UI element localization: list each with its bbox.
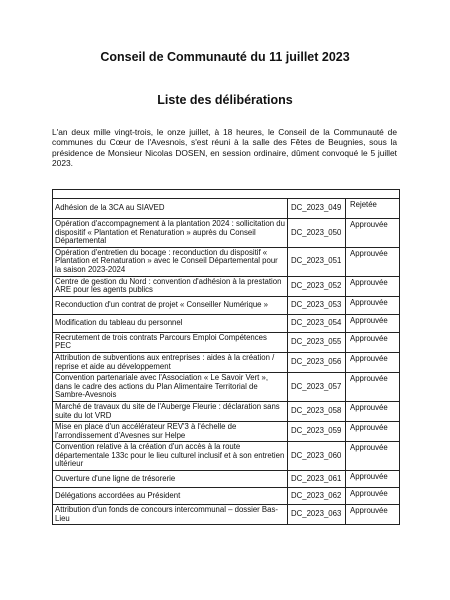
- deliberation-code: DC_2023_053: [288, 296, 346, 314]
- deliberation-object: Délégations accordées au Président: [53, 488, 288, 505]
- deliberation-code: DC_2023_049: [288, 199, 346, 219]
- deliberation-status: Approuvée: [346, 373, 400, 402]
- deliberation-object: Convention relative à la création d'un accès à la route départementale 133c pour le lieu culturel inclusif et à son entretien ultérieur: [53, 442, 288, 471]
- page-subtitle: Liste des délibérations: [157, 93, 293, 107]
- deliberation-object: Adhésion de la 3CA au SIAVED: [53, 199, 288, 219]
- deliberation-status: Approuvée: [346, 422, 400, 442]
- deliberation-object: Attribution d'un fonds de concours intercommunal – dossier Bas-Lieu: [53, 505, 288, 525]
- deliberation-object: Attribution de subventions aux entreprises : aides à la création / reprise et aide au développement: [53, 352, 288, 372]
- deliberation-object: Opération d'entretien du bocage : reconduction du dispositif « Plantation et Renaturation » avec le Conseil Départemental pour la saison 2023-2024: [53, 247, 288, 276]
- table-row: [53, 442, 400, 471]
- deliberation-status: Approuvée: [346, 296, 400, 314]
- deliberations-body: [53, 190, 400, 525]
- deliberation-status: Approuvée: [346, 219, 400, 248]
- table-row: [53, 219, 400, 248]
- deliberation-code: DC_2023_063: [288, 505, 346, 525]
- table-row: [53, 314, 400, 332]
- deliberation-status: Approuvée: [346, 276, 400, 296]
- deliberation-code: DC_2023_061: [288, 471, 346, 488]
- table-row: [53, 199, 400, 219]
- deliberation-status: Approuvée: [346, 332, 400, 352]
- deliberation-code: DC_2023_052: [288, 276, 346, 296]
- deliberation-code: DC_2023_059: [288, 422, 346, 442]
- deliberation-code: DC_2023_056: [288, 352, 346, 372]
- deliberation-status: Approuvée: [346, 247, 400, 276]
- deliberation-object: Modification du tableau du personnel: [53, 314, 288, 332]
- deliberation-object: Reconduction d'un contrat de projet « Conseiller Numérique »: [53, 296, 288, 314]
- deliberation-status: Approuvée: [346, 442, 400, 471]
- deliberation-status: Approuvée: [346, 401, 400, 421]
- deliberation-status: Approuvée: [346, 352, 400, 372]
- table-spacer-row: [53, 190, 400, 199]
- deliberation-status: Approuvée: [346, 471, 400, 488]
- table-row: [53, 422, 400, 442]
- table-row: [53, 488, 400, 505]
- deliberation-code: DC_2023_060: [288, 442, 346, 471]
- table-row: [53, 296, 400, 314]
- table-row: [53, 471, 400, 488]
- deliberation-status: Approuvée: [346, 314, 400, 332]
- deliberation-status: Approuvée: [346, 488, 400, 505]
- deliberation-status: Approuvée: [346, 505, 400, 525]
- deliberation-code: DC_2023_057: [288, 373, 346, 402]
- intro-paragraph: L'an deux mille vingt-trois, le onze juillet, à 18 heures, le Conseil de la Communauté de communes du Cœur de l'Avesnois, s'est réuni à la salle des Fêtes de Beugnies, sous la présidence de Monsieur Nicolas DOSEN, en session ordinaire, dûment convoqué le 5 juillet 2023.: [52, 127, 397, 168]
- table-row: [53, 247, 400, 276]
- deliberations-table: [52, 189, 400, 525]
- deliberation-code: DC_2023_062: [288, 488, 346, 505]
- deliberation-object: Centre de gestion du Nord : convention d'adhésion à la prestation ARE pour les agents publics: [53, 276, 288, 296]
- table-row: [53, 505, 400, 525]
- deliberation-code: DC_2023_055: [288, 332, 346, 352]
- deliberation-code: DC_2023_054: [288, 314, 346, 332]
- deliberation-status: Rejetée: [346, 199, 400, 219]
- table-row: [53, 373, 400, 402]
- deliberation-object: Recrutement de trois contrats Parcours Emploi Compétences PEC: [53, 332, 288, 352]
- page-title: Conseil de Communauté du 11 juillet 2023: [100, 50, 350, 64]
- table-row: [53, 401, 400, 421]
- deliberation-code: DC_2023_058: [288, 401, 346, 421]
- table-row: [53, 276, 400, 296]
- deliberation-code: DC_2023_050: [288, 219, 346, 248]
- table-row: [53, 332, 400, 352]
- deliberation-object: Marché de travaux du site de l'Auberge Fleurie : déclaration sans suite du lot VRD: [53, 401, 288, 421]
- table-row: [53, 352, 400, 372]
- deliberation-object: Mise en place d'un accélérateur REV'3 à l'échelle de l'arrondissement d'Avesnes sur Helpe: [53, 422, 288, 442]
- deliberation-code: DC_2023_051: [288, 247, 346, 276]
- deliberation-object: Convention partenariale avec l'Association « Le Savoir Vert », dans le cadre des actions du Plan Alimentaire Territorial de Sambre-Avesnois: [53, 373, 288, 402]
- deliberation-object: Opération d'accompagnement à la plantation 2024 : sollicitation du dispositif « Plantation et Renaturation » auprès du Conseil Départemental: [53, 219, 288, 248]
- deliberation-object: Ouverture d'une ligne de trésorerie: [53, 471, 288, 488]
